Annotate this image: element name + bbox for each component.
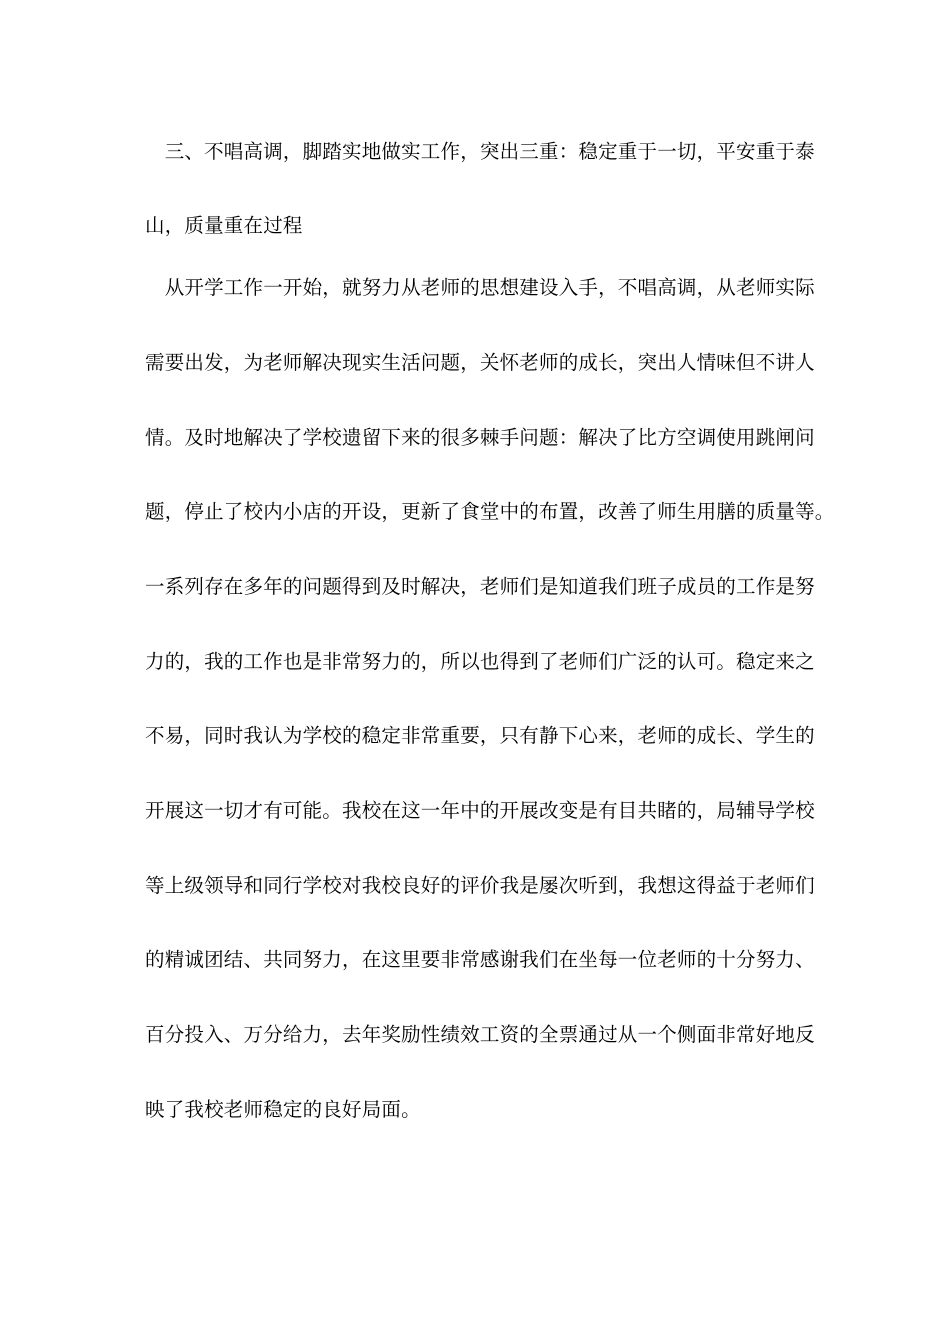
paragraph-line-5: 一系列存在多年的问题得到及时解决，老师们是知道我们班子成员的工作是努 [145,575,815,598]
paragraph-line-6: 力的，我的工作也是非常努力的，所以也得到了老师们广泛的认可。稳定来之 [145,650,815,673]
paragraph-line-4: 题，停止了校内小店的开设，更新了食堂中的布置，改善了师生用膳的质量等。 [145,500,835,523]
paragraph-line-3: 情。及时地解决了学校遗留下来的很多棘手问题：解决了比方空调使用跳闸问 [145,426,815,449]
paragraph-line-2: 需要出发，为老师解决现实生活问题，关怀老师的成长，突出人情味但不讲人 [145,351,815,374]
paragraph-line-8: 开展这一切才有可能。我校在这一年中的开展改变是有目共睹的，局辅导学校 [145,799,815,822]
paragraph-line-11: 百分投入、万分给力，去年奖励性绩效工资的全票通过从一个侧面非常好地反 [145,1023,815,1046]
section-heading-line-1: 三、不唱高调，脚踏实地做实工作，突出三重：稳定重于一切，平安重于泰 [145,140,815,163]
paragraph-line-9: 等上级领导和同行学校对我校良好的评价我是屡次听到，我想这得益于老师们 [145,874,815,897]
section-heading-line-2: 山，质量重在过程 [145,214,303,237]
paragraph-line-10: 的精诚团结、共同努力，在这里要非常感谢我们在坐每一位老师的十分努力、 [145,948,815,971]
paragraph-line-12: 映了我校老师稳定的良好局面。 [145,1098,421,1121]
paragraph-line-7: 不易，同时我认为学校的稳定非常重要，只有静下心来，老师的成长、学生的 [145,724,815,747]
paragraph-line-1: 从开学工作一开始，就努力从老师的思想建设入手，不唱高调，从老师实际 [145,276,815,299]
